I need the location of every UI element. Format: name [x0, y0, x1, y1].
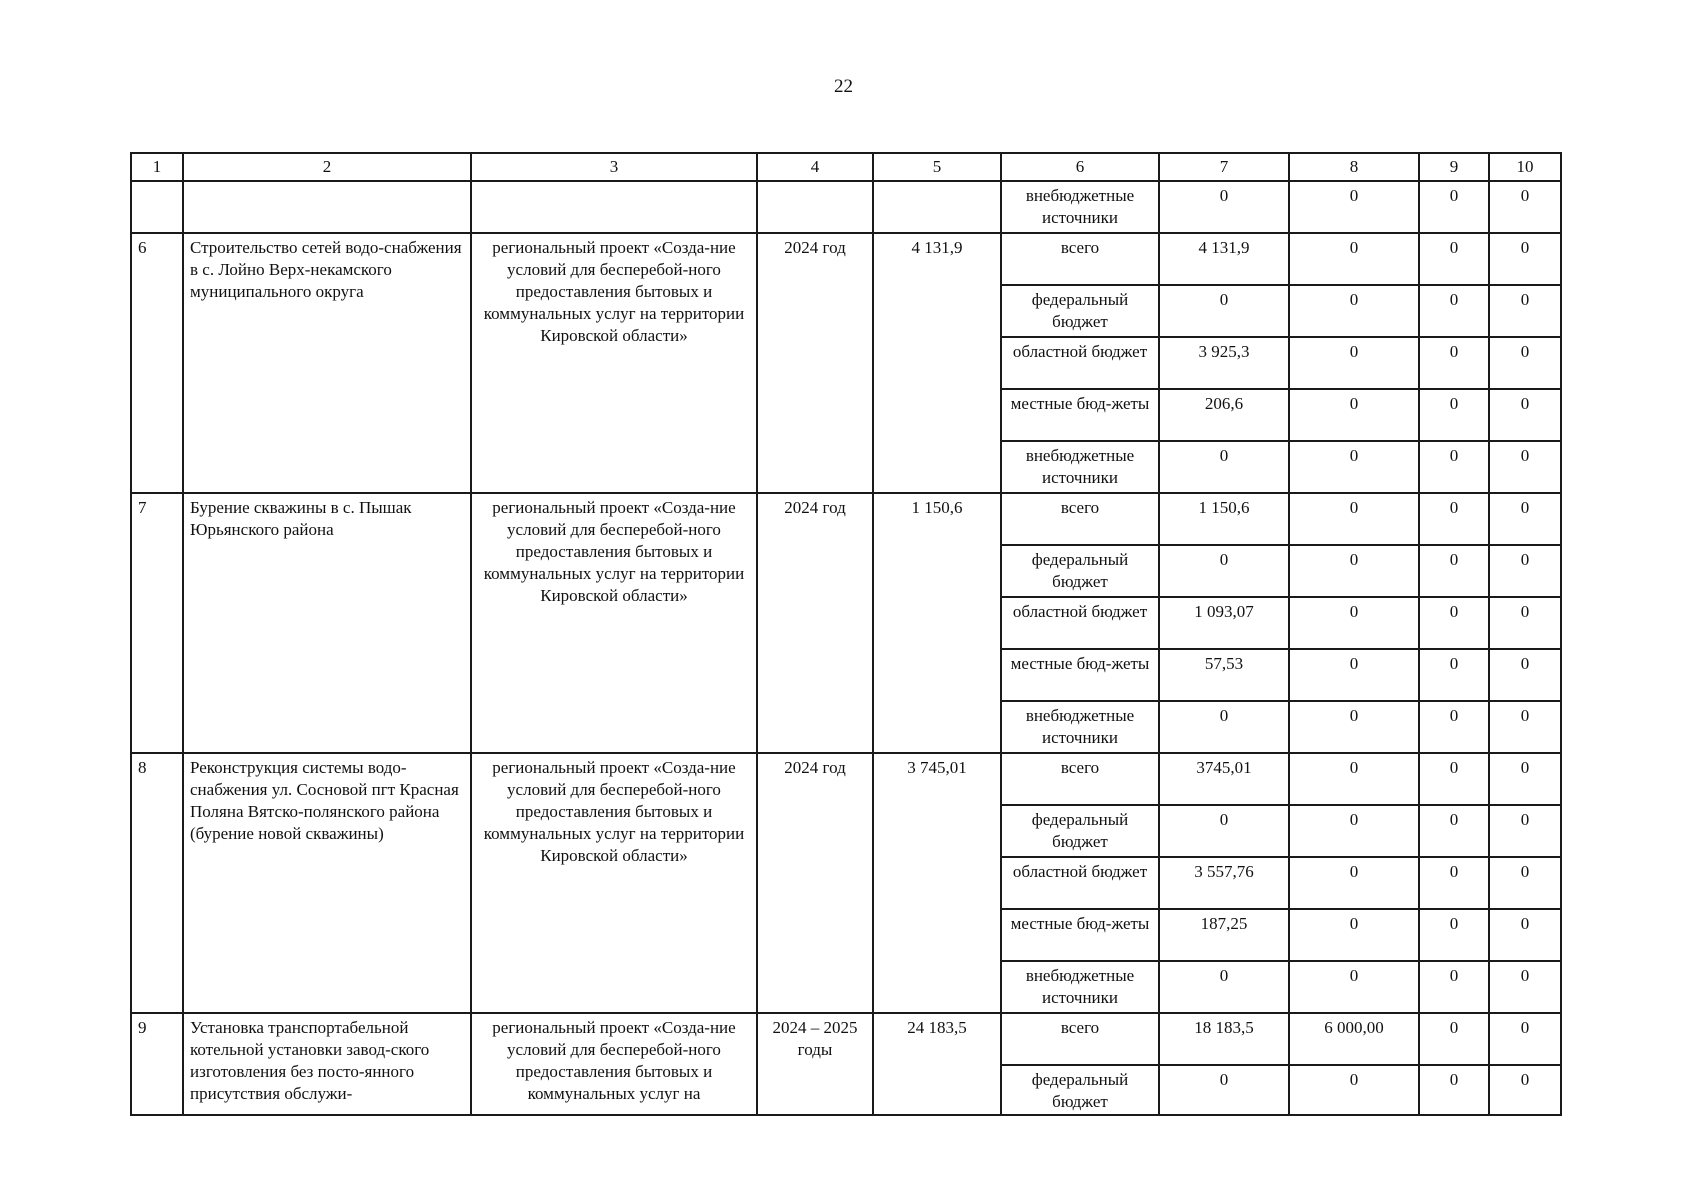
- value-cell: 1 093,07: [1159, 597, 1289, 649]
- continuation-row: [131, 181, 1561, 233]
- value-cell: 0: [1159, 961, 1289, 1013]
- column-number-row: [131, 153, 1561, 181]
- value-cell: 0: [1489, 1065, 1561, 1115]
- funding-source: федеральный бюджет: [1001, 285, 1159, 337]
- value-cell: 3745,01: [1159, 753, 1289, 805]
- value-cell: 0: [1419, 285, 1489, 337]
- value-cell: 0: [1289, 857, 1419, 909]
- value-cell: 187,25: [1159, 909, 1289, 961]
- implementation-period: 2024 год: [757, 493, 873, 753]
- funding-source: внебюджетные источники: [1001, 181, 1159, 233]
- object-name: Бурение скважины в с. Пышак Юрьянского района: [183, 493, 471, 753]
- empty-cell: [183, 181, 471, 233]
- value-cell: 0: [1159, 805, 1289, 857]
- funding-source: областной бюджет: [1001, 857, 1159, 909]
- project-row: [131, 753, 1561, 805]
- column-header: 6: [1001, 153, 1159, 181]
- funding-source: местные бюд-жеты: [1001, 389, 1159, 441]
- value-cell: 0: [1489, 909, 1561, 961]
- funding-source: федеральный бюджет: [1001, 805, 1159, 857]
- value-cell: 206,6: [1159, 389, 1289, 441]
- implementation-period: 2024 год: [757, 233, 873, 493]
- row-number: 9: [131, 1013, 183, 1115]
- project-row: [131, 1013, 1561, 1065]
- value-cell: 0: [1419, 337, 1489, 389]
- empty-cell: [873, 181, 1001, 233]
- project-name: региональный проект «Созда-ние условий для бесперебой-ного предоставления бытовых и коммунальных услуг на территории Кировской области»: [471, 493, 757, 753]
- value-cell: 18 183,5: [1159, 1013, 1289, 1065]
- value-cell: 0: [1159, 701, 1289, 753]
- value-cell: 0: [1289, 701, 1419, 753]
- value-cell: 0: [1159, 285, 1289, 337]
- value-cell: 0: [1289, 337, 1419, 389]
- value-cell: 0: [1289, 285, 1419, 337]
- value-cell: 0: [1419, 1013, 1489, 1065]
- value-cell: 0: [1159, 1065, 1289, 1115]
- value-cell: 0: [1419, 857, 1489, 909]
- value-cell: 0: [1419, 181, 1489, 233]
- value-cell: 0: [1419, 753, 1489, 805]
- value-cell: 0: [1419, 649, 1489, 701]
- funding-source: внебюджетные источники: [1001, 961, 1159, 1013]
- value-cell: 0: [1489, 961, 1561, 1013]
- value-cell: 0: [1419, 493, 1489, 545]
- funding-source: местные бюд-жеты: [1001, 909, 1159, 961]
- empty-cell: [757, 181, 873, 233]
- total-cost: 4 131,9: [873, 233, 1001, 493]
- value-cell: 0: [1489, 805, 1561, 857]
- object-name: Строительство сетей водо-снабжения в с. Лойно Верх-некамского муниципального округа: [183, 233, 471, 493]
- column-header: 3: [471, 153, 757, 181]
- value-cell: 0: [1489, 181, 1561, 233]
- value-cell: 0: [1489, 389, 1561, 441]
- value-cell: 0: [1289, 649, 1419, 701]
- column-header: 9: [1419, 153, 1489, 181]
- value-cell: 0: [1419, 441, 1489, 493]
- column-header: 2: [183, 153, 471, 181]
- funding-source: местные бюд-жеты: [1001, 649, 1159, 701]
- value-cell: 0: [1489, 857, 1561, 909]
- value-cell: 0: [1419, 805, 1489, 857]
- project-name: региональный проект «Созда-ние условий для бесперебой-ного предоставления бытовых и коммунальных услуг на: [471, 1013, 757, 1115]
- value-cell: 0: [1489, 337, 1561, 389]
- total-cost: 24 183,5: [873, 1013, 1001, 1115]
- value-cell: 0: [1419, 961, 1489, 1013]
- funding-source: всего: [1001, 753, 1159, 805]
- value-cell: 0: [1419, 389, 1489, 441]
- object-name: Реконструкция системы водо-снабжения ул. Сосновой пгт Красная Поляна Вятско-полянского района (бурение новой скважины): [183, 753, 471, 1013]
- value-cell: 0: [1289, 1065, 1419, 1115]
- value-cell: 57,53: [1159, 649, 1289, 701]
- funding-source: всего: [1001, 233, 1159, 285]
- value-cell: 0: [1289, 805, 1419, 857]
- value-cell: 0: [1289, 441, 1419, 493]
- column-header: 10: [1489, 153, 1561, 181]
- row-number: 8: [131, 753, 183, 1013]
- value-cell: 0: [1489, 493, 1561, 545]
- empty-cell: [131, 181, 183, 233]
- value-cell: 0: [1159, 441, 1289, 493]
- value-cell: 0: [1159, 181, 1289, 233]
- empty-cell: [471, 181, 757, 233]
- value-cell: 0: [1159, 545, 1289, 597]
- funding-source: областной бюджет: [1001, 597, 1159, 649]
- project-name: региональный проект «Созда-ние условий для бесперебой-ного предоставления бытовых и коммунальных услуг на территории Кировской области»: [471, 753, 757, 1013]
- value-cell: 0: [1289, 233, 1419, 285]
- funding-source: всего: [1001, 493, 1159, 545]
- total-cost: 3 745,01: [873, 753, 1001, 1013]
- column-header: 4: [757, 153, 873, 181]
- column-header: 5: [873, 153, 1001, 181]
- page-number: 22: [834, 76, 853, 97]
- value-cell: 0: [1489, 649, 1561, 701]
- value-cell: 3 925,3: [1159, 337, 1289, 389]
- column-header: 1: [131, 153, 183, 181]
- value-cell: 0: [1489, 597, 1561, 649]
- value-cell: 0: [1419, 233, 1489, 285]
- value-cell: 0: [1289, 545, 1419, 597]
- funding-source: областной бюджет: [1001, 337, 1159, 389]
- value-cell: 0: [1419, 701, 1489, 753]
- project-row: [131, 233, 1561, 285]
- value-cell: 4 131,9: [1159, 233, 1289, 285]
- value-cell: 0: [1489, 701, 1561, 753]
- value-cell: 0: [1289, 753, 1419, 805]
- value-cell: 0: [1289, 389, 1419, 441]
- funding-source: внебюджетные источники: [1001, 441, 1159, 493]
- funding-source: федеральный бюджет: [1001, 1065, 1159, 1115]
- value-cell: 0: [1289, 493, 1419, 545]
- value-cell: 0: [1419, 909, 1489, 961]
- value-cell: 0: [1289, 961, 1419, 1013]
- value-cell: 0: [1489, 233, 1561, 285]
- object-name: Установка транспортабельной котельной установки завод-ского изготовления без посто-янного присутствия обслужи-: [183, 1013, 471, 1115]
- value-cell: 0: [1489, 545, 1561, 597]
- project-row: [131, 493, 1561, 545]
- value-cell: 0: [1289, 181, 1419, 233]
- financing-table: [130, 152, 1562, 1116]
- project-name: региональный проект «Созда-ние условий для бесперебой-ного предоставления бытовых и коммунальных услуг на территории Кировской области»: [471, 233, 757, 493]
- value-cell: 1 150,6: [1159, 493, 1289, 545]
- value-cell: 0: [1489, 1013, 1561, 1065]
- funding-source: всего: [1001, 1013, 1159, 1065]
- implementation-period: 2024 год: [757, 753, 873, 1013]
- value-cell: 0: [1489, 753, 1561, 805]
- value-cell: 0: [1489, 285, 1561, 337]
- column-header: 8: [1289, 153, 1419, 181]
- value-cell: 0: [1289, 597, 1419, 649]
- value-cell: 0: [1419, 597, 1489, 649]
- row-number: 7: [131, 493, 183, 753]
- value-cell: 0: [1419, 1065, 1489, 1115]
- column-header: 7: [1159, 153, 1289, 181]
- value-cell: 0: [1289, 909, 1419, 961]
- row-number: 6: [131, 233, 183, 493]
- funding-source: внебюджетные источники: [1001, 701, 1159, 753]
- value-cell: 3 557,76: [1159, 857, 1289, 909]
- value-cell: 0: [1419, 545, 1489, 597]
- total-cost: 1 150,6: [873, 493, 1001, 753]
- value-cell: 0: [1489, 441, 1561, 493]
- funding-source: федеральный бюджет: [1001, 545, 1159, 597]
- value-cell: 6 000,00: [1289, 1013, 1419, 1065]
- implementation-period: 2024 – 2025 годы: [757, 1013, 873, 1115]
